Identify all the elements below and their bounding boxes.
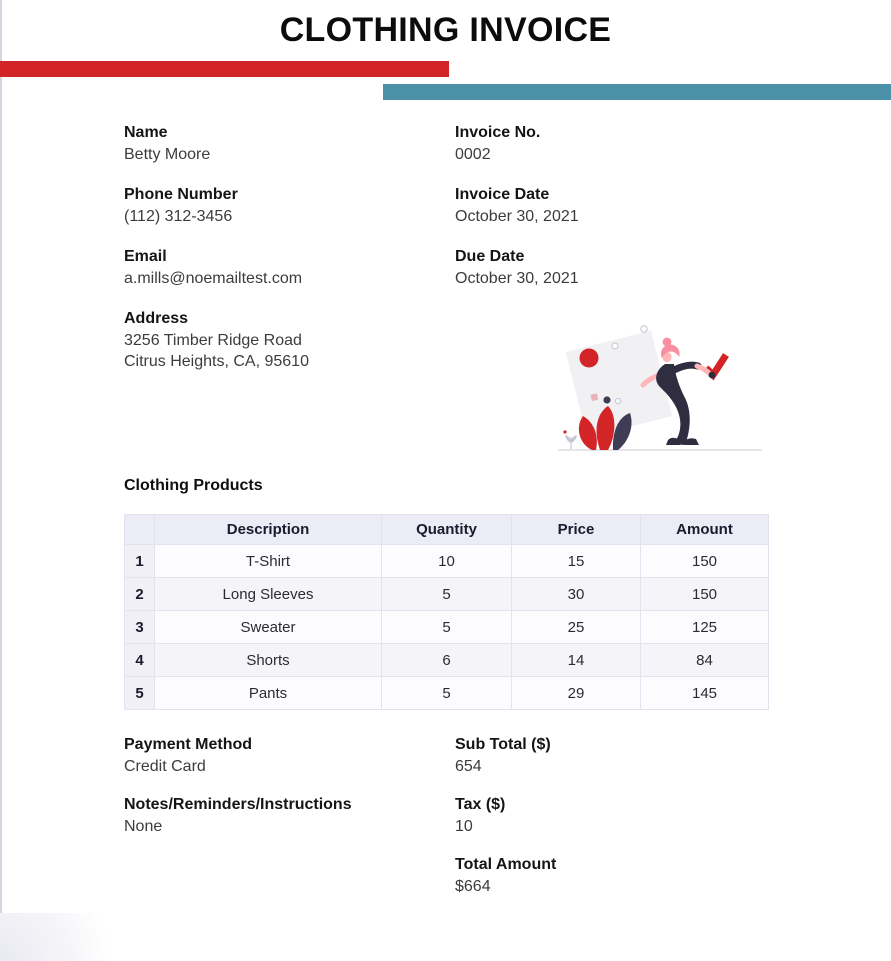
description-cell: Shorts	[155, 644, 382, 677]
tax-label: Tax ($)	[455, 795, 506, 813]
price-cell: 14	[512, 644, 641, 677]
due-date-field	[455, 245, 785, 290]
subtotal-label: Sub Total ($)	[455, 736, 551, 753]
page-left-border	[0, 0, 2, 961]
table-row	[125, 644, 769, 677]
tax-field	[455, 793, 785, 838]
name-field	[124, 121, 444, 166]
page-title: CLOTHING INVOICE	[279, 11, 612, 49]
row-number-cell: 2	[125, 578, 155, 611]
column-header-description: Description	[155, 515, 382, 545]
payment-notes-section	[124, 733, 454, 853]
address-line-1: 3256 Timber Ridge Road	[124, 332, 302, 350]
amount-cell: 84	[641, 644, 769, 677]
address-line-2: Citrus Heights, CA, 95610	[124, 352, 309, 370]
invoice-number-value: 0002	[455, 146, 491, 164]
bottom-left-decoration	[0, 913, 140, 961]
quantity-cell: 5	[382, 611, 512, 644]
column-header-price: Price	[512, 515, 641, 545]
notes-label: Notes/Reminders/Instructions	[124, 795, 352, 813]
description-cell: T-Shirt	[155, 545, 382, 578]
quantity-cell: 5	[382, 677, 512, 710]
address-label: Address	[124, 309, 189, 327]
invoice-number-field	[455, 121, 785, 166]
price-cell: 25	[512, 611, 641, 644]
woman-checkmark-illustration	[550, 314, 770, 459]
row-number-cell: 4	[125, 644, 155, 677]
price-cell: 30	[512, 578, 641, 611]
column-header-quantity: Quantity	[382, 515, 512, 545]
row-number-cell: 3	[125, 611, 155, 644]
row-number-cell: 1	[125, 545, 155, 578]
table-row	[125, 611, 769, 644]
table-header-row	[125, 515, 769, 545]
subtotal-value: 654	[455, 758, 482, 776]
table-row	[125, 578, 769, 611]
name-label: Name	[124, 124, 168, 141]
total-amount-field	[455, 853, 785, 898]
amount-cell: 150	[641, 545, 769, 578]
amount-cell: 145	[641, 677, 769, 710]
notes-field	[124, 793, 454, 838]
phone-label: Phone Number	[124, 185, 238, 203]
email-label: Email	[124, 247, 167, 265]
row-number-cell: 5	[125, 677, 155, 710]
payment-method-field	[124, 733, 454, 778]
products-section-title: Clothing Products	[124, 477, 263, 494]
price-cell: 15	[512, 545, 641, 578]
header-accent-bar-red	[0, 61, 449, 77]
phone-value: (112) 312-3456	[124, 208, 233, 226]
due-date-label: Due Date	[455, 247, 525, 265]
payment-method-label: Payment Method	[124, 736, 253, 753]
email-field	[124, 245, 444, 290]
total-amount-label: Total Amount	[455, 855, 557, 873]
address-field	[124, 307, 444, 373]
total-amount-value: $664	[455, 878, 491, 896]
price-cell: 29	[512, 677, 641, 710]
column-header-amount: Amount	[641, 515, 769, 545]
subtotal-field	[455, 733, 785, 778]
products-table	[124, 514, 769, 710]
description-cell: Sweater	[155, 611, 382, 644]
column-header-number	[125, 515, 155, 545]
table-row	[125, 545, 769, 578]
quantity-cell: 5	[382, 578, 512, 611]
name-value: Betty Moore	[124, 146, 211, 164]
due-date-value: October 30, 2021	[455, 270, 579, 288]
quantity-cell: 10	[382, 545, 512, 578]
header-accent-bar-teal	[383, 84, 891, 100]
description-cell: Pants	[155, 677, 382, 710]
invoice-date-value: October 30, 2021	[455, 208, 579, 226]
invoice-date-field	[455, 183, 785, 228]
amount-cell: 125	[641, 611, 769, 644]
quantity-cell: 6	[382, 644, 512, 677]
invoice-number-label: Invoice No.	[455, 124, 541, 141]
tax-value: 10	[455, 818, 473, 836]
totals-section	[455, 733, 785, 913]
phone-field	[124, 183, 444, 228]
table-row	[125, 677, 769, 710]
invoice-date-label: Invoice Date	[455, 185, 550, 203]
description-cell: Long Sleeves	[155, 578, 382, 611]
invoice-info-section	[455, 121, 785, 307]
payment-method-value: Credit Card	[124, 758, 206, 776]
amount-cell: 150	[641, 578, 769, 611]
notes-value: None	[124, 818, 163, 836]
customer-info-section	[124, 121, 444, 390]
email-value: a.mills@noemailtest.com	[124, 270, 303, 288]
